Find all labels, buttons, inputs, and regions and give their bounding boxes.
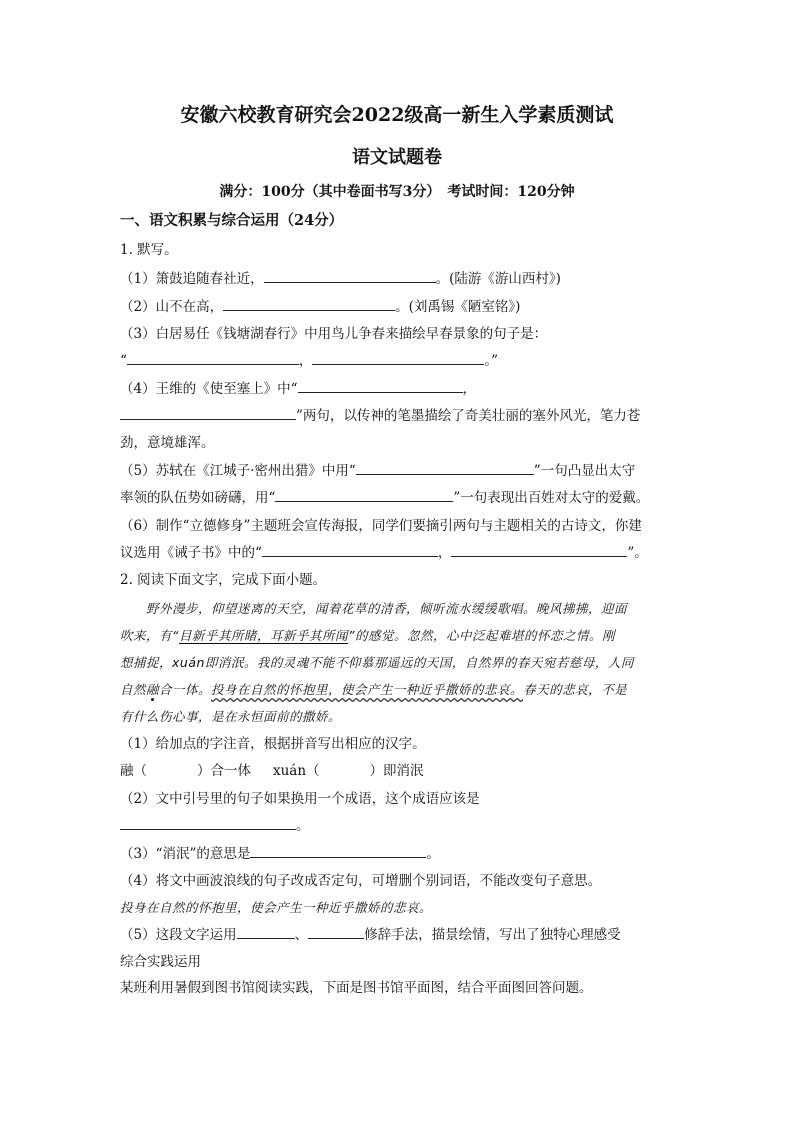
q2-sub-5-suffix: 修辞手法，描景绘情，写出了独特心理感受 <box>364 927 621 943</box>
wavy-underlined-sentence: 投身在自然的怀抱里，使会产生一种近乎撒娇的悲哀。 <box>211 682 524 697</box>
q1-item-2-prefix: （2）山不在高， <box>120 299 224 315</box>
answer-blank[interactable] <box>262 544 438 557</box>
quote-close: ”。 <box>627 545 648 561</box>
q1-item-3: （3）白居易任《钱塘湖春行》中用鸟儿争春来描绘早春景象的句子是： <box>120 326 548 342</box>
passage-text: 自然 <box>120 682 147 697</box>
q1-item-2 <box>120 298 520 316</box>
question-2-label: 2. 阅读下面文字，完成下面小题。 <box>120 572 327 588</box>
q1-item-2-suffix: 。(刘禹锡《陋室铭》) <box>395 299 521 315</box>
answer-suffix: ）合一体 <box>197 763 251 779</box>
q2-sub-1: （1）给加点的字注音，根据拼音写出相应的汉字。 <box>120 736 426 752</box>
question-1-label: 1. 默写。 <box>120 242 178 258</box>
q1-item-1-prefix: （1）箫鼓追随春社近， <box>120 271 264 287</box>
q1-item-5 <box>120 462 635 480</box>
exam-subtitle: 语文试题卷 <box>352 147 442 168</box>
q1-item-6-prefix: 议选用《诫子书》中的“ <box>120 545 262 561</box>
q1-item-4-prefix: （4）王维的《使至塞上》中“ <box>120 381 298 397</box>
comma: ， <box>298 353 313 369</box>
practice-heading: 综合实践运用 <box>120 954 201 970</box>
q1-item-5-cont <box>120 489 649 507</box>
practice-intro: 某班利用暑假到图书馆阅读实践，下面是图书馆平面图，结合平面图回答问题。 <box>120 980 593 996</box>
q2-sub-2-answer <box>120 817 310 835</box>
q1-item-5b-suffix: ”一句表现出百姓对太守的爱戴。 <box>453 490 650 506</box>
answer-blank[interactable] <box>451 544 627 557</box>
quoted-sentence: 目新乎其所睹，耳新乎其所闻 <box>178 628 348 643</box>
q1-item-5-suffix: ”一句凸显出太守 <box>533 463 636 479</box>
q1-item-1 <box>120 270 561 288</box>
exam-title: 安徽六校教育研究会2022级高一新生入学素质测试 <box>180 104 614 126</box>
answer-blank[interactable] <box>264 270 436 283</box>
passage-text: 合一体。 <box>159 682 212 697</box>
q1-item-3-answer <box>120 352 498 370</box>
q1-item-5b-prefix: 率领的队伍势如磅礴，用“ <box>120 490 276 506</box>
answer-suffix: ）即消泯 <box>369 763 424 779</box>
answer-prefix: 融（ <box>120 763 147 779</box>
passage-line-1: 野外漫步，仰望迷离的天空，闻着花草的清香，倾听流水缓缓歌唱。晚风拂拂，迎面 <box>146 601 628 616</box>
answer-prefix: xuán（ <box>273 763 320 779</box>
answer-blank[interactable] <box>250 845 426 858</box>
dotted-character: 融 <box>146 682 160 697</box>
answer-blank[interactable] <box>120 817 296 830</box>
q2-sub-3 <box>120 845 440 863</box>
quote-open: “ <box>120 353 127 369</box>
answer-blank[interactable] <box>127 352 299 365</box>
answer-blank[interactable] <box>120 407 296 420</box>
q2-sub-2: （2）文中引号里的句子如果换用一个成语，这个成语应该是 <box>120 791 480 807</box>
q2-sub-3-prefix: （3）“消泯”的意思是 <box>120 846 251 862</box>
q1-item-4-suffix: ”两句，以传神的笔墨描绘了奇美壮丽的塞外风光，笔力苍 <box>296 408 641 424</box>
passage-line-2 <box>120 627 615 645</box>
passage-text: 春天的悲哀，不是 <box>523 682 628 697</box>
period: 。 <box>296 818 310 834</box>
answer-blank[interactable] <box>312 352 484 365</box>
comma: ， <box>462 381 476 397</box>
exam-info: 满分：100分（其中卷面书写3分） 考试时间：120分钟 <box>219 184 575 200</box>
passage-text: ”的感觉。忽然，心中泛起难堪的怀恋之情。刚 <box>348 628 615 643</box>
answer-blank[interactable] <box>223 298 395 311</box>
q2-sub-4: （4）将文中画波浪线的句子改成否定句，可增删个别词语，不能改变句子意思。 <box>120 873 602 889</box>
quote-close: 。” <box>484 353 499 369</box>
comma: ， <box>437 545 452 561</box>
q2-sub-4-sentence: 投身在自然的怀抱里，使会产生一种近乎撒娇的悲哀。 <box>120 900 433 915</box>
section-heading: 一、语文积累与综合运用（24分） <box>120 212 344 229</box>
q2-sub-1-answers <box>120 762 424 780</box>
passage-line-3: 想捕捉，xuán即消泯。我的灵魂不能不仰慕那遥远的天国，自然界的春天宛若慈母，人同 <box>120 655 634 670</box>
q1-item-4-end: 劲，意境雄浑。 <box>120 435 215 451</box>
q2-sub-5-prefix: （5）这段文字运用 <box>120 927 237 943</box>
q1-item-6: （6）制作“立德修身”主题班会宣传海报，同学们要摘引两句与主题相关的古诗文，你建 <box>120 518 642 534</box>
q2-sub-5 <box>120 926 621 944</box>
passage-text: 吹来，有“ <box>120 628 179 643</box>
q1-item-4 <box>120 380 476 398</box>
q1-item-1-suffix: 。(陆游《游山西村》) <box>435 271 561 287</box>
answer-blank[interactable] <box>298 380 463 393</box>
passage-line-4 <box>120 681 627 699</box>
answer-blank[interactable] <box>308 926 364 939</box>
q1-item-5-prefix: （5）苏轼在《江城子·密州出猎》中用“ <box>120 463 356 479</box>
separator: 、 <box>294 927 309 943</box>
q1-item-6-cont <box>120 544 648 562</box>
answer-blank[interactable] <box>356 462 534 475</box>
passage-line-5: 有什么伤心事，是在永恒面前的撒娇。 <box>120 709 342 724</box>
answer-blank[interactable] <box>275 489 453 502</box>
q1-item-4-cont <box>120 407 640 425</box>
answer-blank[interactable] <box>237 926 295 939</box>
period: 。 <box>426 846 440 862</box>
